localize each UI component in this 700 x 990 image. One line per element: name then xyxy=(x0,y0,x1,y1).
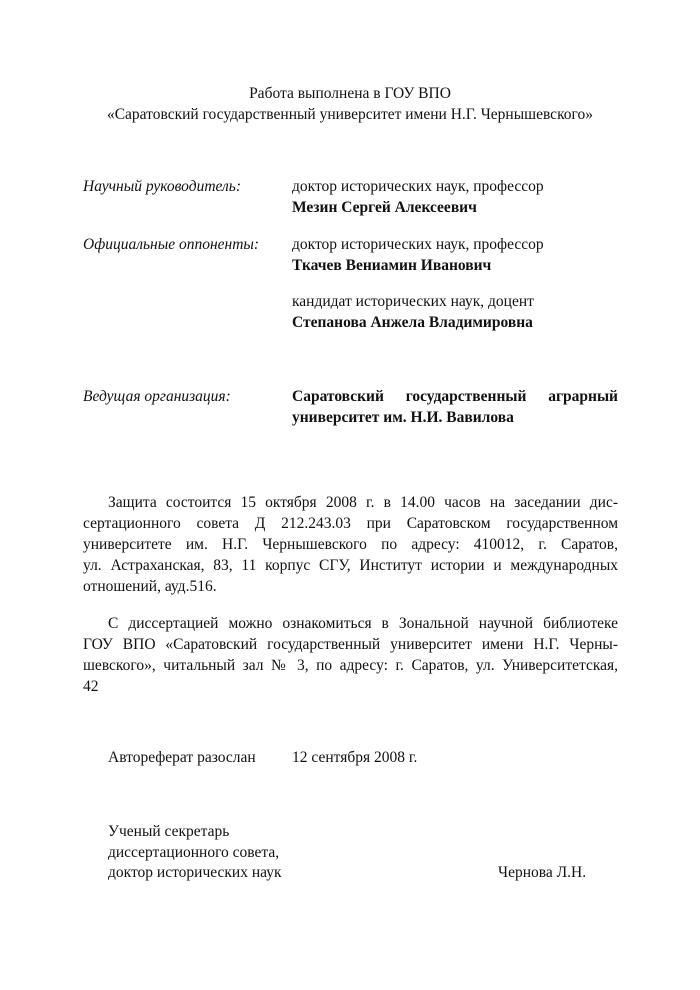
library-line-4: 42 xyxy=(83,678,99,695)
secretary-line-3: доктор исторических наук xyxy=(108,864,282,881)
defense-line-5: отношений, ауд.516. xyxy=(83,578,217,595)
library-line-3: шевского», читальный зал № 3, по адресу: г. Саратов, ул. Университетская, xyxy=(83,657,618,674)
defense-line-4: ул. Астраханская, 83, 11 корпус СГУ, Институт истории и международных xyxy=(83,557,618,574)
opponent-2-name: Степанова Анжела Владимировна xyxy=(292,314,533,331)
distribution-label: Автореферат разослан xyxy=(108,749,256,766)
secretary-line-2: диссертационного совета, xyxy=(108,844,280,861)
library-line-1: С диссертацией можно ознакомиться в Зональной научной библиотеке xyxy=(108,615,618,632)
opponent-1-degree: доктор исторических наук, профессор xyxy=(292,236,544,253)
supervisor-degree: доктор исторических наук, профессор xyxy=(292,178,544,195)
header-line-1: Работа выполнена в ГОУ ВПО xyxy=(249,85,451,102)
leading-org-line-2: университет им. Н.И. Вавилова xyxy=(292,409,514,426)
supervisor-label: Научный руководитель: xyxy=(83,178,241,195)
defense-line-3: университете им. Н.Г. Чернышевского по адресу: 410012, г. Саратов, xyxy=(83,536,618,553)
opponent-2-degree: кандидат исторических наук, доцент xyxy=(292,293,534,310)
supervisor-name: Мезин Сергей Алексеевич xyxy=(292,199,477,216)
defense-line-2: сертационного совета Д 212.243.03 при Саратовском государственном xyxy=(83,515,618,532)
secretary-line-1: Ученый секретарь xyxy=(108,823,230,840)
leading-org-line-1: Саратовский государственный аграрный xyxy=(292,388,618,405)
library-line-2: ГОУ ВПО «Саратовский государственный университет имени Н.Г. Черны- xyxy=(83,636,618,653)
opponents-label: Официальные оппоненты: xyxy=(83,236,260,253)
defense-line-1: Защита состоится 15 октября 2008 г. в 14.00 часов на заседании дис- xyxy=(108,494,618,511)
distribution-date: 12 сентября 2008 г. xyxy=(292,749,418,766)
header-line-2: «Саратовский государственный университет имени Н.Г. Чернышевского» xyxy=(106,106,594,123)
secretary-name: Чернова Л.Н. xyxy=(498,864,587,881)
opponent-1-name: Ткачев Вениамин Иванович xyxy=(292,257,492,274)
leading-org-label: Ведущая организация: xyxy=(83,388,231,405)
